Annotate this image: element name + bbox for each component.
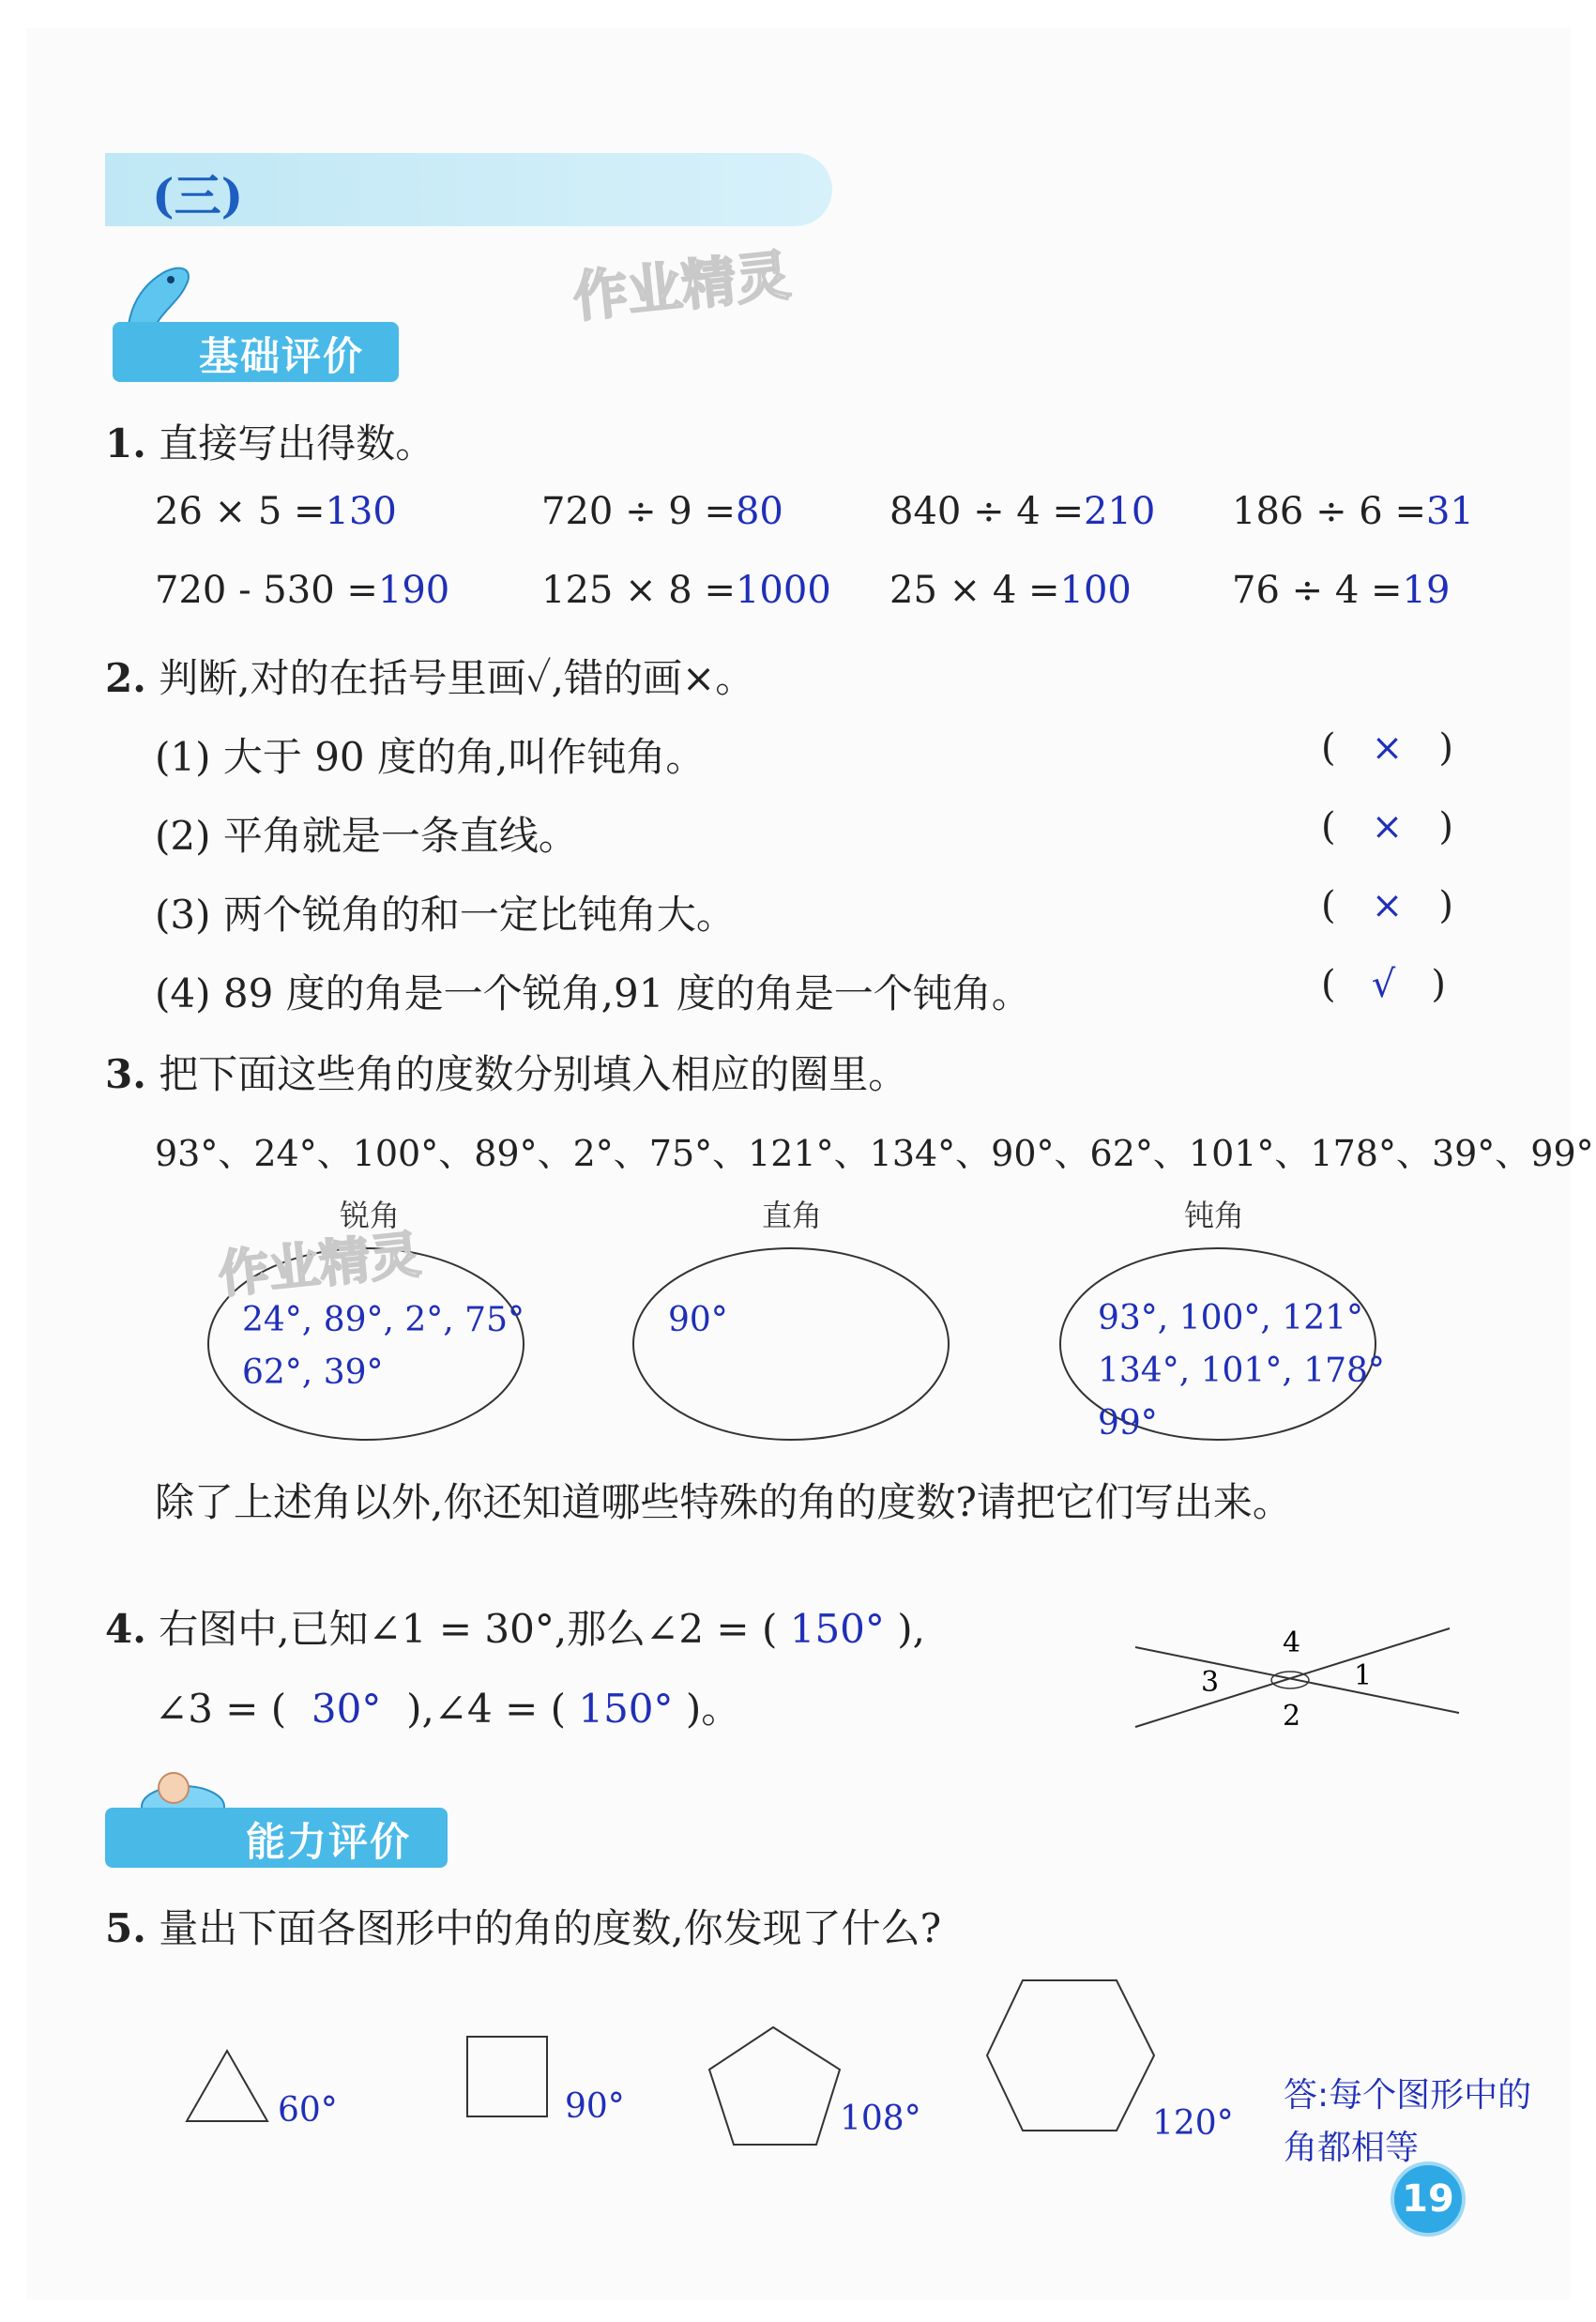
pentagon-angle: 108°	[840, 2100, 921, 2138]
q2-text: 判断,对的在括号里画✓,错的画×。	[159, 655, 755, 701]
q4-line-1: 4. 右图中,已知∠1 = 30°,那么∠2 = ( 150° ),	[105, 1606, 926, 1652]
section-ability-label: 能力评价	[246, 1819, 412, 1865]
q2-answer-box-4: ( √ )	[1321, 963, 1446, 1006]
angle-label-2: 2	[1283, 1700, 1301, 1733]
q3-set-label-acute: 锐角	[340, 1198, 401, 1233]
angle-label-1: 1	[1354, 1659, 1373, 1692]
q4-answer-angle4: 150°	[578, 1686, 674, 1732]
q1-answer-6: 1000	[735, 569, 831, 612]
q2-answer-box-2: ( × )	[1321, 805, 1454, 848]
q5-conclusion-line-1: 答:每个图形中的	[1284, 2076, 1532, 2115]
q4-answer-angle2: 150°	[789, 1606, 885, 1652]
q3-set-label-right: 直角	[762, 1198, 823, 1233]
q2-number: 2.	[105, 655, 146, 701]
q1-item-8: 76 ÷ 4 =19	[1232, 569, 1451, 612]
section-header-ability	[105, 1808, 448, 1868]
right-answer-line-1: 90°	[668, 1301, 728, 1339]
q1-answer-1: 130	[325, 490, 397, 533]
q1-answer-4: 31	[1425, 490, 1474, 533]
q5-shapes	[0, 1962, 1220, 2168]
q5-prompt	[105, 1898, 941, 1954]
pentagon-shape	[709, 2027, 840, 2145]
q1-answer-5: 190	[377, 569, 450, 612]
q1-answer-8: 19	[1402, 569, 1451, 612]
q2-statement-4: (4) 89 度的角是一个锐角,91 度的角是一个钝角。	[155, 970, 1031, 1016]
q2-answer-2: ×	[1371, 805, 1404, 848]
q4-line-2: ∠3 = ( 30° ),∠4 = ( 150° )。	[155, 1686, 741, 1732]
acute-answer-line-1: 24°, 89°, 2°, 75°	[242, 1301, 524, 1339]
q1-item-5: 720 - 530 =190	[155, 569, 450, 612]
q2-answer-1: ×	[1371, 726, 1404, 770]
q2-statement-3: (3) 两个锐角的和一定比钝角大。	[155, 892, 736, 938]
q2-answer-4: √	[1371, 963, 1396, 1006]
q1-item-2: 720 ÷ 9 =80	[541, 490, 783, 533]
obtuse-answer-line-2: 134°, 101°, 178°	[1098, 1352, 1385, 1390]
q3-extra-question: 除了上述角以外,你还知道哪些特殊的角的度数?请把它们写出来。	[155, 1479, 1292, 1525]
angle-label-3: 3	[1201, 1666, 1220, 1699]
q1-answer-7: 100	[1059, 569, 1132, 612]
section-title: (三)	[152, 168, 244, 223]
q3-number: 3.	[105, 1051, 146, 1097]
q2-answer-box-1: ( × )	[1321, 726, 1454, 770]
q1-text: 直接写出得数。	[159, 420, 435, 466]
square-shape	[467, 2037, 547, 2116]
square-angle: 90°	[565, 2087, 625, 2126]
q1-item-6: 125 × 8 =1000	[541, 569, 831, 612]
triangle-shape	[187, 2051, 267, 2121]
obtuse-answer-line-1: 93°, 100°, 121°	[1098, 1299, 1364, 1337]
watermark-2: 作业精灵	[215, 1224, 424, 1306]
q4-answer-angle3: 30°	[311, 1686, 382, 1732]
q3-angle-list: 93°、24°、100°、89°、2°、75°、121°、134°、90°、62°、101°、178°、39°、99°	[155, 1133, 1594, 1174]
section-basic-label: 基础评价	[199, 333, 365, 379]
q2-statement-1: (1) 大于 90 度的角,叫作钝角。	[155, 734, 706, 780]
q2-statement-2: (2) 平角就是一条直线。	[155, 813, 578, 859]
q1-item-3: 840 ÷ 4 =210	[889, 490, 1156, 533]
q2-answer-3: ×	[1371, 884, 1404, 927]
q2-answer-box-3: ( × )	[1321, 884, 1454, 927]
hexagon-angle: 120°	[1152, 2104, 1234, 2143]
acute-answer-line-2: 62°, 39°	[242, 1353, 384, 1392]
q1-answer-2: 80	[735, 490, 783, 533]
q5-number: 5.	[105, 1905, 146, 1951]
hexagon-shape	[987, 1980, 1154, 2131]
q1-answer-3: 210	[1083, 490, 1156, 533]
q1-item-1: 26 × 5 =130	[155, 490, 397, 533]
q5-text: 量出下面各图形中的角的度数,你发现了什么?	[159, 1905, 942, 1951]
q1-number: 1.	[105, 420, 146, 466]
q4-number: 4.	[105, 1606, 146, 1652]
page-number: 19	[1391, 2162, 1466, 2237]
q4-intersecting-lines-figure	[1121, 1614, 1478, 1746]
right-ellipse	[633, 1248, 949, 1440]
q1-item-4: 186 ÷ 6 =31	[1232, 490, 1474, 533]
triangle-angle: 60°	[278, 2091, 338, 2130]
q3-set-label-obtuse: 钝角	[1184, 1198, 1245, 1233]
watermark: 作业精灵	[570, 243, 794, 329]
q1-item-7: 25 × 4 =100	[889, 569, 1132, 612]
obtuse-answer-line-3: 99°	[1098, 1404, 1158, 1443]
q3-text: 把下面这些角的度数分别填入相应的圈里。	[159, 1051, 908, 1097]
q5-conclusion-line-2: 角都相等	[1284, 2129, 1420, 2167]
angle-label-4: 4	[1283, 1627, 1301, 1659]
